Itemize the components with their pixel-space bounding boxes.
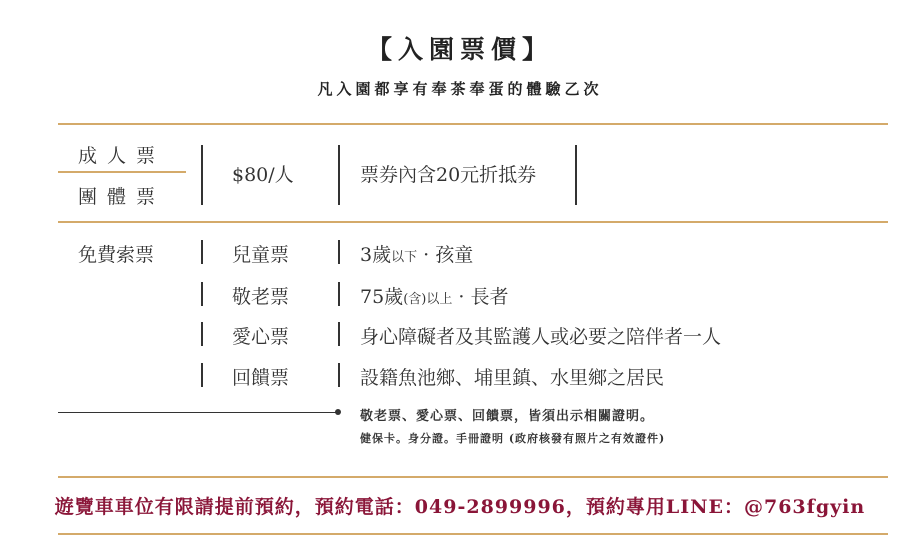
desc-main: 3歲	[360, 244, 392, 266]
desc-main: 75歲	[360, 286, 404, 308]
column-separator	[201, 240, 203, 264]
ticket-note: 票券內含20元折抵券	[360, 164, 537, 186]
column-separator	[338, 282, 340, 306]
desc-rest: · 孩童	[417, 244, 474, 266]
free-ticket-desc: 設籍魚池鄉、埔里鎮、水里鄉之居民	[360, 367, 665, 389]
ticket-type-adult: 成人票	[78, 145, 166, 167]
free-ticket-label: 免費索票	[78, 244, 155, 266]
page-subtitle: 凡入園都享有奉茶奉蛋的體驗乙次	[317, 80, 603, 98]
free-ticket-subnote: 健保卡。身分證。手冊證明 (政府核發有照片之有效證件)	[360, 432, 666, 445]
note-pointer-dot	[335, 409, 341, 415]
divider-lower	[58, 476, 888, 478]
free-ticket-type: 兒童票	[232, 244, 290, 266]
desc-small: (含)以上	[403, 292, 453, 307]
free-ticket-type: 回饋票	[232, 367, 290, 389]
desc-rest: · 長者	[452, 286, 509, 308]
column-separator	[338, 145, 340, 205]
column-separator	[338, 363, 340, 387]
ticket-price: $80/人	[232, 164, 294, 186]
divider-top	[58, 123, 888, 125]
page-title: 【入園票價】	[366, 35, 553, 64]
booking-info: 遊覽車車位有限請提前預約，預約電話：049-2899996，預約專用LINE：@763fgyin	[54, 496, 866, 518]
free-ticket-type: 敬老票	[232, 286, 290, 308]
free-ticket-desc	[360, 282, 508, 309]
divider-middle	[58, 221, 888, 223]
free-ticket-desc	[360, 240, 473, 267]
free-ticket-desc: 身心障礙者及其監護人或必要之陪伴者一人	[360, 326, 722, 348]
note-pointer-line	[58, 412, 338, 413]
free-ticket-type: 愛心票	[232, 326, 290, 348]
column-separator	[201, 145, 203, 205]
column-separator	[201, 363, 203, 387]
desc-small: 以下	[391, 250, 418, 265]
column-separator	[338, 322, 340, 346]
free-ticket-note: 敬老票、愛心票、回饋票，皆須出示相關證明。	[360, 409, 655, 424]
divider-bottom	[58, 533, 888, 535]
column-separator	[338, 240, 340, 264]
ticket-type-group: 團體票	[78, 186, 166, 208]
column-separator	[575, 145, 577, 205]
column-separator	[201, 322, 203, 346]
column-separator	[201, 282, 203, 306]
divider-short	[58, 171, 186, 173]
